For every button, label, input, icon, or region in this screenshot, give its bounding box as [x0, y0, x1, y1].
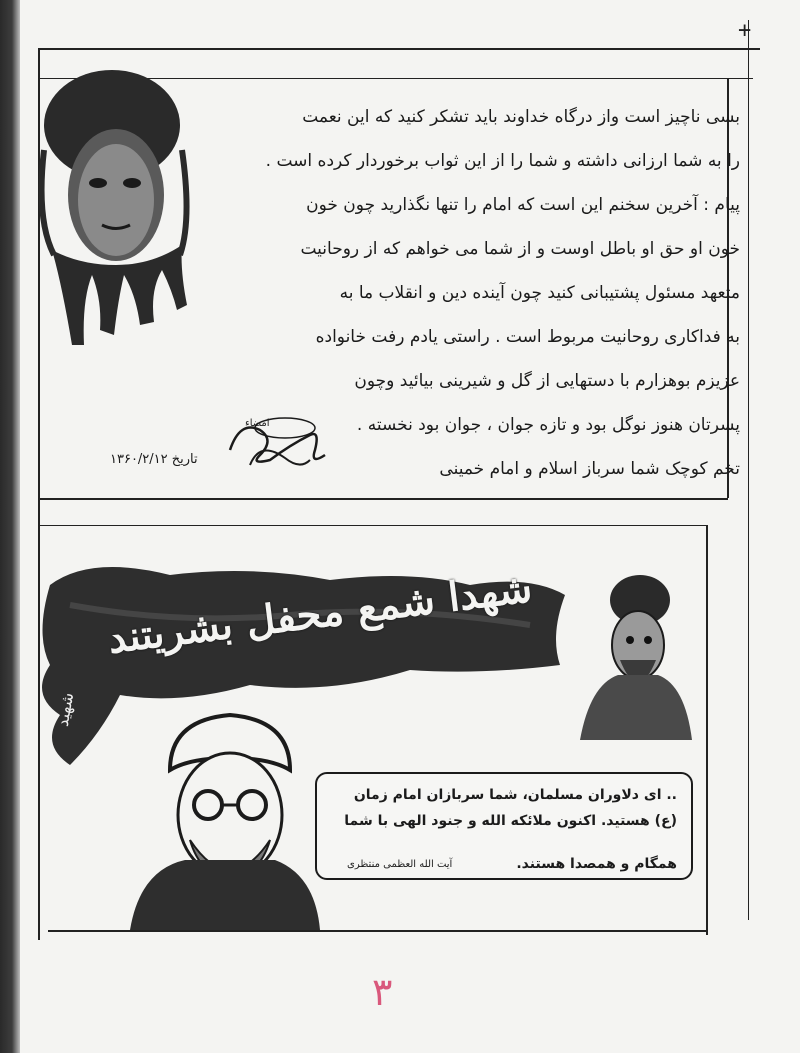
lower-frame-right [706, 525, 708, 935]
message-frame-bottom [38, 498, 728, 500]
message-line: بسی ناچیز است واز درگاه خداوند باید تشکر کنید که این نعمت [302, 107, 740, 127]
top-border-line [38, 48, 760, 50]
message-line: خون او حق او باطل اوست و از شما می خواهم که از روحانیت [300, 239, 740, 259]
lower-frame-top [38, 525, 708, 526]
quote-line: .. ای دلاوران مسلمان، شما سربازان امام زمان [353, 787, 677, 803]
message-line: پسرتان هنوز نوگل بود و تازه جوان ، جوان بود نخسته . [356, 415, 740, 435]
right-border-line [748, 20, 749, 920]
banner-side-text: شهید [52, 691, 78, 728]
message-line: پیام : آخرین سخنم این است که امام را تنها نگذارید چون خون [306, 195, 740, 215]
quote-line: (ع) هستید. اکنون ملائکه الله و جنود الهی با شما [344, 813, 677, 829]
message-line: را به شما ارزانی داشته و شما را از این ثواب برخوردار کرده است . [265, 151, 740, 171]
banner-slogan: شهدا شمع محفل بشریتند [105, 564, 535, 663]
page-number: ۳ [372, 970, 393, 1014]
corner-cross-mark: + [738, 18, 752, 43]
martyr-portrait-image [32, 60, 192, 360]
message-line: متعهد مسئول پشتیبانی کنید چون آینده دین و انقلاب ما به [339, 283, 740, 303]
lower-frame-bottom [48, 930, 708, 932]
message-line: عزیزم بوهزارم با دستهایی از گل و شیرینی بیائید وچون [354, 371, 740, 391]
quote-line: همگام و همصدا هستند. [516, 856, 677, 872]
handwritten-signature [110, 410, 350, 480]
signature-label: امضاء [245, 418, 270, 429]
message-line: به فداکاری روحانیت مربوط است . راستی یادم رفت خانواده [315, 327, 740, 347]
date-text: تاریخ ۱۳۶۰/۲/۱۲ [110, 452, 198, 467]
message-line: تخم کوچک شما سرباز اسلام و امام خمینی [439, 459, 740, 479]
quote-attribution: آیت الله العظمی منتظری [347, 859, 453, 870]
quote-box [315, 772, 693, 880]
cleric-portrait-right [570, 565, 695, 740]
cleric-portrait-bottom [130, 700, 320, 930]
scan-edge [0, 0, 20, 1053]
